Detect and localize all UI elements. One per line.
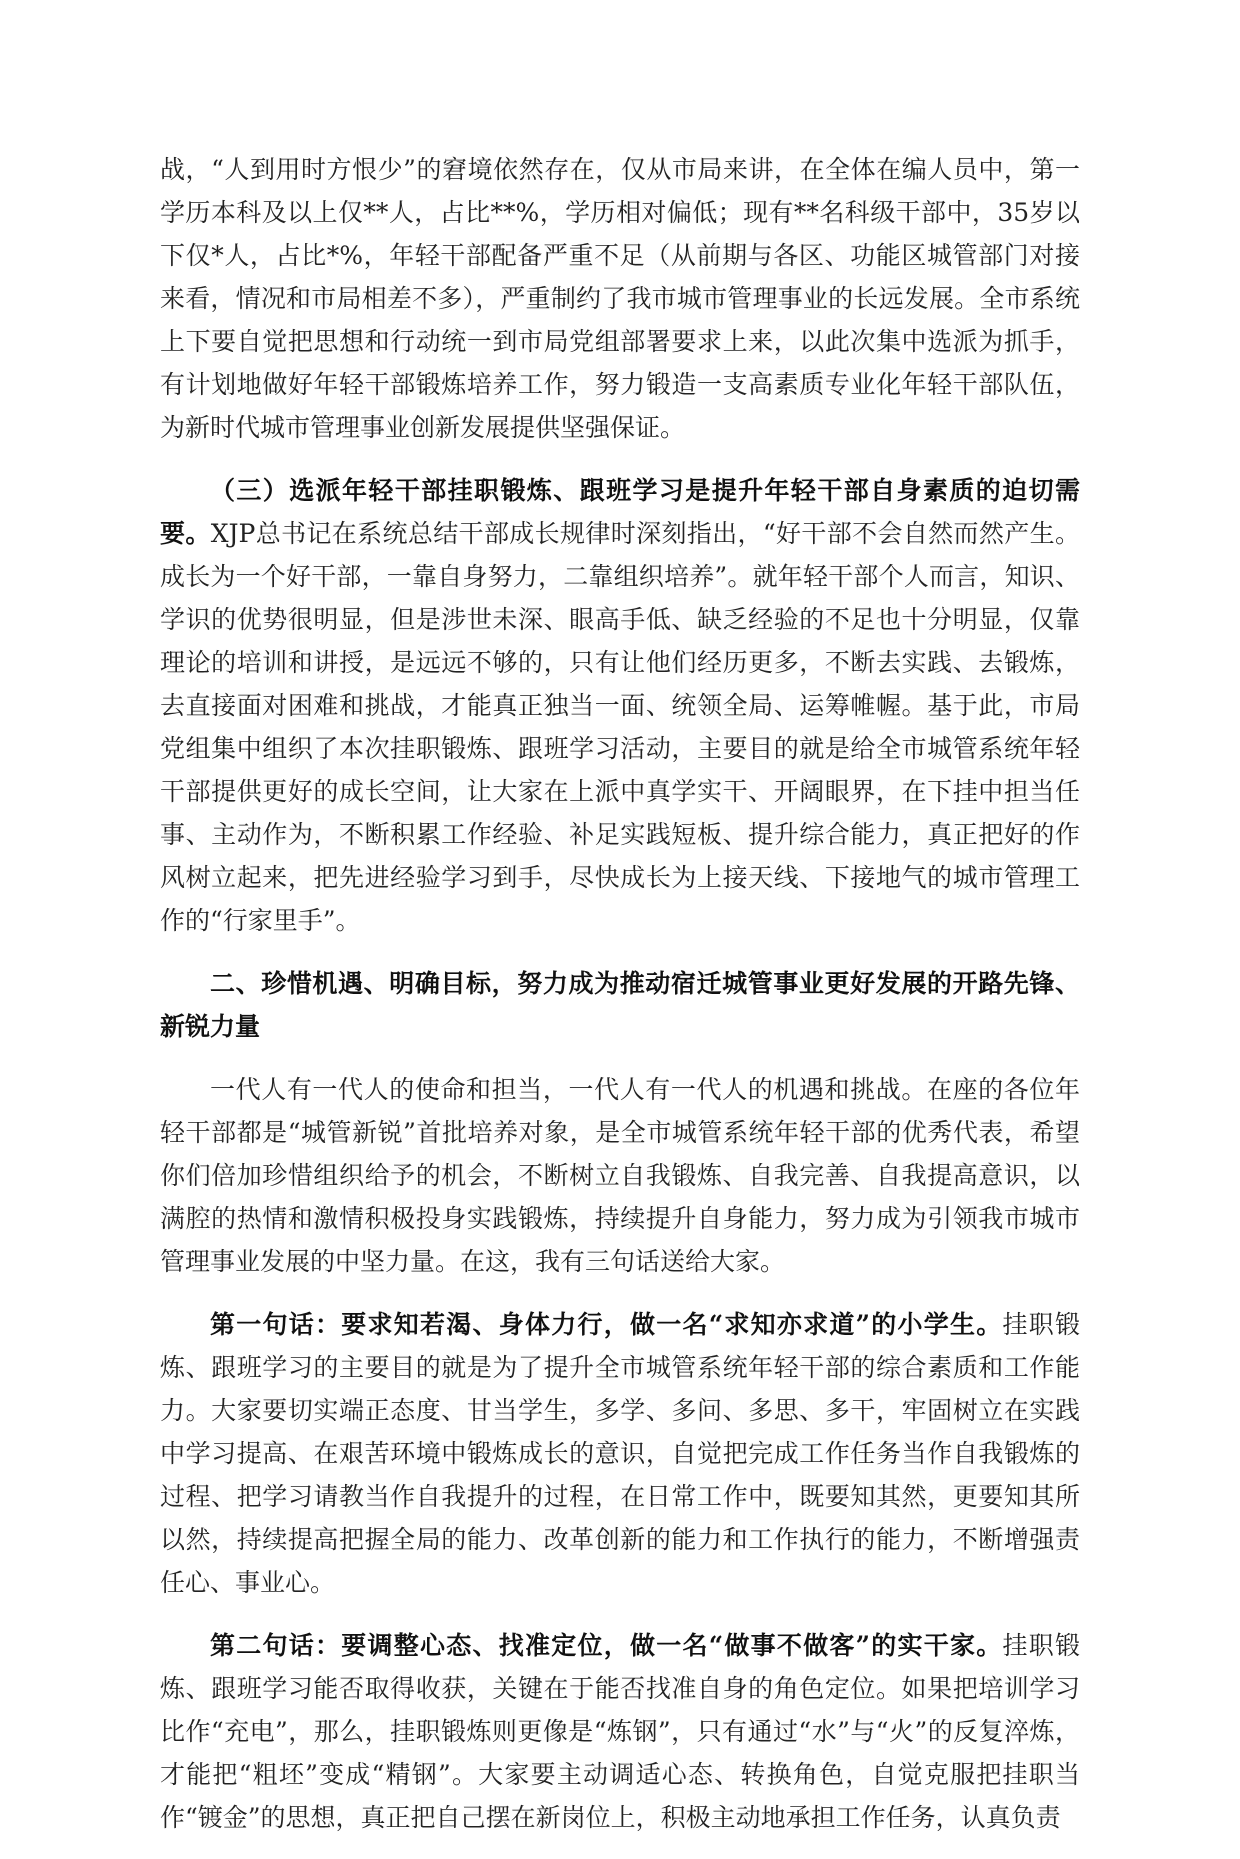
paragraph-intro	[160, 1068, 1080, 1283]
paragraph-text: XJP总书记在系统总结干部成长规律时深刻指出，“好干部不会自然而然产生。成长为一个好干部，一靠自身努力，二靠组织培养”。就年轻干部个人而言，知识、学识的优势很明显，但是涉世未深、眼高手低、缺乏经验的不足也十分明显，仅靠理论的培训和讲授，是远远不够的，只有让他们经历更多，不断去实践、去锻炼，去直接面对困难和挑战，才能真正独当一面、统领全局、运筹帷幄。基于此，市局党组集中组织了本次挂职锻炼、跟班学习活动，主要目的就是给全市城管系统年轻干部提供更好的成长空间，让大家在上派中真学实干、开阔眼界，在下挂中担当任事、主动作为，不断积累工作经验、补足实践短板、提升综合能力，真正把好的作风树立起来，把先进经验学习到手，尽快成长为上接天线、下接地气的城市管理工作的“行家里手”。	[160, 519, 1080, 935]
paragraph-text: 战，“人到用时方恨少”的窘境依然存在，仅从市局来讲，在全体在编人员中，第一学历本科及以上仅**人，占比**%，学历相对偏低；现有**名科级干部中，35岁以下仅*人，占比*%，年轻干部配备严重不足（从前期与各区、功能区城管部门对接来看，情况和市局相差不多），严重制约了我市城市管理事业的长远发展。全市系统上下要自觉把思想和行动统一到市局党组部署要求上来，以此次集中选派为抓手，有计划地做好年轻干部锻炼培养工作，努力锻造一支高素质专业化年轻干部队伍，为新时代城市管理事业创新发展提供坚强保证。	[160, 155, 1080, 442]
chapter-heading-text: 二、珍惜机遇、明确目标，努力成为推动宿迁城管事业更好发展的开路先锋、新锐力量	[160, 969, 1080, 1041]
point-heading-1: 第一句话：要求知若渴、身体力行，做一名“求知亦求道”的小学生。	[210, 1310, 1003, 1339]
document-page	[160, 148, 1080, 1859]
paragraph-text: 一代人有一代人的使命和担当，一代人有一代人的机遇和挑战。在座的各位年轻干部都是“城管新锐”首批培养对象，是全市城管系统年轻干部的优秀代表，希望你们倍加珍惜组织给予的机会，不断树立自我锻炼、自我完善、自我提高意识，以满腔的热情和激情积极投身实践锻炼，持续提升自身能力，努力成为引领我市城市管理事业发展的中坚力量。在这，我有三句话送给大家。	[160, 1075, 1080, 1276]
paragraph-point-2	[160, 1624, 1080, 1839]
paragraph-continuation	[160, 148, 1080, 449]
paragraph-section-3	[160, 469, 1080, 942]
paragraph-text: 挂职锻炼、跟班学习的主要目的就是为了提升全市城管系统年轻干部的综合素质和工作能力。大家要切实端正态度、甘当学生，多学、多问、多思、多干，牢固树立在实践中学习提高、在艰苦环境中锻炼成长的意识，自觉把完成工作任务当作自我锻炼的过程、把学习请教当作自我提升的过程，在日常工作中，既要知其然，更要知其所以然，持续提高把握全局的能力、改革创新的能力和工作执行的能力，不断增强责任心、事业心。	[160, 1310, 1080, 1597]
section-heading-3: （三）选派年轻干部挂职锻炼、跟班学习是提升年轻干部自身素质的迫切需要。	[160, 476, 1080, 548]
paragraph-text: 挂职锻炼、跟班学习能否取得收获，关键在于能否找准自身的角色定位。如果把培训学习比作“充电”，那么，挂职锻炼则更像是“炼钢”，只有通过“水”与“火”的反复淬炼，才能把“粗坯”变成“精钢”。大家要主动调适心态、转换角色，自觉克服把挂职当作“镀金”的思想，真正把自己摆在新岗位上，积极主动地承担工作任务，认真负责	[160, 1631, 1080, 1832]
point-heading-2: 第二句话：要调整心态、找准定位，做一名“做事不做客”的实干家。	[210, 1631, 1003, 1660]
paragraph-point-1	[160, 1303, 1080, 1604]
chapter-heading-2	[160, 962, 1080, 1048]
